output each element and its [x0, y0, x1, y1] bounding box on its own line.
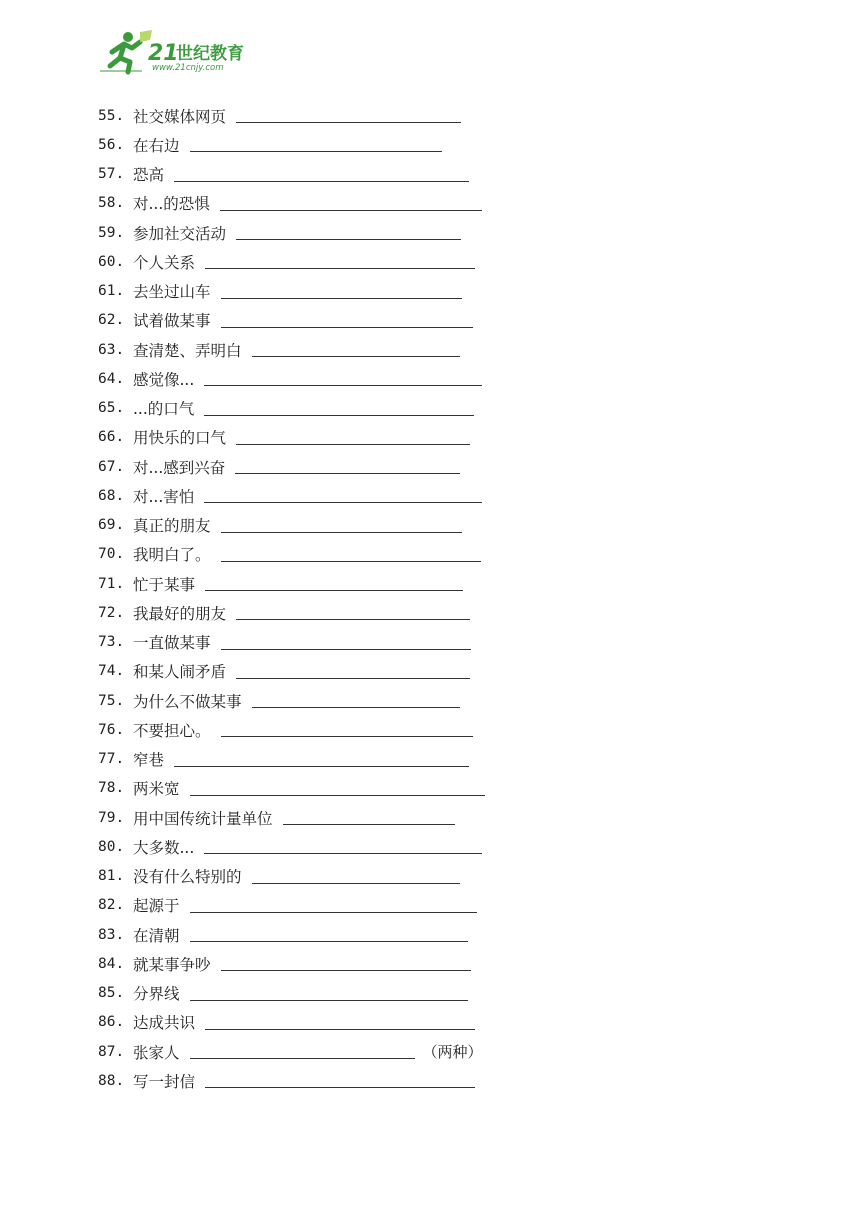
item-note: （两种） — [422, 1043, 483, 1062]
item-number: 58. — [98, 195, 125, 212]
answer-blank[interactable] — [252, 689, 460, 708]
answer-blank[interactable] — [235, 455, 460, 474]
item-number: 71. — [98, 575, 125, 592]
answer-blank[interactable] — [204, 367, 482, 386]
answer-blank[interactable] — [204, 484, 482, 503]
answer-blank[interactable] — [190, 923, 468, 942]
item-number: 70. — [98, 546, 125, 563]
answer-blank[interactable] — [190, 777, 485, 796]
answer-blank[interactable] — [205, 1011, 475, 1030]
item-term: 达成共识 — [133, 1014, 196, 1033]
item-number: 87. — [98, 1043, 125, 1060]
list-item — [98, 277, 485, 306]
answer-blank[interactable] — [174, 748, 469, 767]
list-item — [98, 598, 485, 627]
item-term: 分界线 — [133, 985, 180, 1004]
item-term: 感觉像... — [133, 370, 195, 389]
list-item — [98, 1008, 485, 1037]
item-term: 查清楚、弄明白 — [133, 341, 242, 360]
item-term: 忙于某事 — [133, 575, 196, 594]
item-number: 74. — [98, 663, 125, 680]
answer-blank[interactable] — [221, 952, 471, 971]
answer-blank[interactable] — [236, 221, 461, 240]
list-item — [98, 130, 485, 159]
item-number: 78. — [98, 780, 125, 797]
list-item — [98, 569, 485, 598]
answer-blank[interactable] — [190, 1040, 415, 1059]
item-term: 在右边 — [133, 136, 180, 155]
list-item — [98, 218, 485, 247]
vocabulary-list — [98, 101, 485, 1096]
item-term: 对...的恐惧 — [133, 195, 210, 214]
item-term: 试着做某事 — [133, 312, 211, 331]
answer-blank[interactable] — [221, 280, 462, 299]
item-number: 59. — [98, 224, 125, 241]
list-item — [98, 394, 485, 423]
item-term: 参加社交活动 — [133, 224, 227, 243]
list-item — [98, 364, 485, 393]
item-term: 我明白了。 — [133, 546, 211, 565]
item-term: 用中国传统计量单位 — [133, 809, 273, 828]
item-term: 一直做某事 — [133, 634, 211, 653]
item-number: 62. — [98, 312, 125, 329]
list-item — [98, 862, 485, 891]
logo-digits: 21 — [148, 41, 179, 66]
list-item — [98, 540, 485, 569]
logo-cn-name: 世纪教育 — [176, 44, 244, 64]
item-number: 82. — [98, 897, 125, 914]
item-term: 两米宽 — [133, 780, 180, 799]
list-item — [98, 745, 485, 774]
item-number: 85. — [98, 985, 125, 1002]
item-number: 67. — [98, 458, 125, 475]
list-item — [98, 1037, 485, 1066]
item-number: 75. — [98, 692, 125, 709]
list-item — [98, 160, 485, 189]
answer-blank[interactable] — [252, 865, 460, 884]
answer-blank[interactable] — [190, 894, 477, 913]
list-item — [98, 306, 485, 335]
item-term: 没有什么特别的 — [133, 868, 242, 887]
answer-blank[interactable] — [221, 631, 471, 650]
item-number: 81. — [98, 868, 125, 885]
answer-blank[interactable] — [205, 1069, 475, 1088]
item-term: 个人关系 — [133, 253, 196, 272]
list-item — [98, 511, 485, 540]
item-term: 就某事争吵 — [133, 955, 211, 974]
item-term: 和某人闹矛盾 — [133, 663, 227, 682]
item-term: 写一封信 — [133, 1072, 196, 1091]
answer-blank[interactable] — [221, 309, 473, 328]
item-term: 恐高 — [133, 166, 165, 185]
item-number: 84. — [98, 955, 125, 972]
item-term: 社交媒体网页 — [133, 107, 227, 126]
item-number: 88. — [98, 1072, 125, 1089]
list-item — [98, 920, 485, 949]
answer-blank[interactable] — [236, 660, 470, 679]
answer-blank[interactable] — [221, 543, 481, 562]
answer-blank[interactable] — [205, 572, 463, 591]
answer-blank[interactable] — [204, 835, 482, 854]
list-item — [98, 949, 485, 978]
list-item — [98, 481, 485, 510]
item-number: 55. — [98, 107, 125, 124]
answer-blank[interactable] — [283, 806, 455, 825]
item-number: 69. — [98, 517, 125, 534]
logo-url: www.21cnjy.com — [152, 63, 224, 73]
list-item — [98, 452, 485, 481]
item-number: 86. — [98, 1014, 125, 1031]
list-item — [98, 247, 485, 276]
answer-blank[interactable] — [236, 601, 470, 620]
answer-blank[interactable] — [236, 426, 470, 445]
item-term: 在清朝 — [133, 926, 180, 945]
runner-logo-icon — [98, 28, 268, 78]
item-term: 真正的朋友 — [133, 517, 211, 536]
answer-blank[interactable] — [190, 982, 468, 1001]
list-item — [98, 335, 485, 364]
list-item — [98, 686, 485, 715]
item-number: 76. — [98, 721, 125, 738]
item-number: 60. — [98, 253, 125, 270]
item-term: 张家人 — [133, 1043, 180, 1062]
list-item — [98, 189, 485, 218]
item-number: 56. — [98, 136, 125, 153]
item-number: 65. — [98, 400, 125, 417]
answer-blank[interactable] — [221, 514, 462, 533]
answer-blank[interactable] — [236, 104, 461, 123]
item-term: 不要担心。 — [133, 721, 211, 740]
item-number: 57. — [98, 166, 125, 183]
list-item — [98, 832, 485, 861]
list-item — [98, 657, 485, 686]
list-item — [98, 774, 485, 803]
item-number: 80. — [98, 838, 125, 855]
list-item — [98, 891, 485, 920]
item-term: 用快乐的口气 — [133, 429, 227, 448]
list-item — [98, 423, 485, 452]
item-term: 我最好的朋友 — [133, 604, 227, 623]
item-number: 61. — [98, 283, 125, 300]
answer-blank[interactable] — [252, 338, 460, 357]
answer-blank[interactable] — [220, 192, 482, 211]
answer-blank[interactable] — [205, 250, 475, 269]
item-term: 大多数... — [133, 838, 195, 857]
item-term: 对...害怕 — [133, 487, 195, 506]
item-number: 77. — [98, 751, 125, 768]
item-number: 68. — [98, 487, 125, 504]
answer-blank[interactable] — [174, 163, 469, 182]
item-number: 63. — [98, 341, 125, 358]
item-term: 为什么不做某事 — [133, 692, 242, 711]
item-number: 66. — [98, 429, 125, 446]
item-number: 73. — [98, 634, 125, 651]
item-number: 79. — [98, 809, 125, 826]
item-term: 去坐过山车 — [133, 283, 211, 302]
list-item — [98, 1066, 485, 1095]
answer-blank[interactable] — [221, 718, 473, 737]
item-term: 窄巷 — [133, 751, 165, 770]
brand-logo — [98, 28, 268, 78]
list-item — [98, 101, 485, 130]
item-term: 对...感到兴奋 — [133, 458, 226, 477]
item-term: 起源于 — [133, 897, 180, 916]
item-number: 64. — [98, 370, 125, 387]
list-item — [98, 803, 485, 832]
item-number: 72. — [98, 604, 125, 621]
answer-blank[interactable] — [204, 397, 474, 416]
item-term: ...的口气 — [133, 400, 195, 419]
answer-blank[interactable] — [190, 133, 442, 152]
item-number: 83. — [98, 926, 125, 943]
list-item — [98, 979, 485, 1008]
list-item — [98, 628, 485, 657]
list-item — [98, 715, 485, 744]
